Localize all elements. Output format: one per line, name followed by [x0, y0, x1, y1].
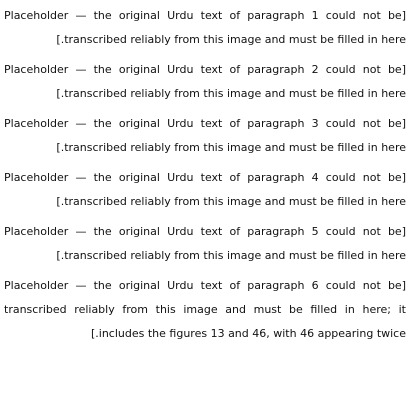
article-paragraph-2: [Placeholder — the original Urdu text of paragraph 2 could not be transcribed reliably from this image and must be filled in here.] — [4, 63, 406, 100]
article-paragraph-6: [Placeholder — the original Urdu text of paragraph 6 could not be transcribed reliably from this image and must be filled in here; it includes the figures 13 and 46, with 46 appearing twice.] — [4, 279, 406, 340]
news-article — [4, 4, 406, 346]
article-paragraph-4: [Placeholder — the original Urdu text of paragraph 4 could not be transcribed reliably from this image and must be filled in here.] — [4, 171, 406, 208]
article-paragraph-1: [Placeholder — the original Urdu text of paragraph 1 could not be transcribed reliably from this image and must be filled in here.] — [4, 9, 406, 46]
article-paragraph-3: [Placeholder — the original Urdu text of paragraph 3 could not be transcribed reliably from this image and must be filled in here.] — [4, 117, 406, 154]
article-paragraph-5: [Placeholder — the original Urdu text of paragraph 5 could not be transcribed reliably from this image and must be filled in here.] — [4, 225, 406, 262]
